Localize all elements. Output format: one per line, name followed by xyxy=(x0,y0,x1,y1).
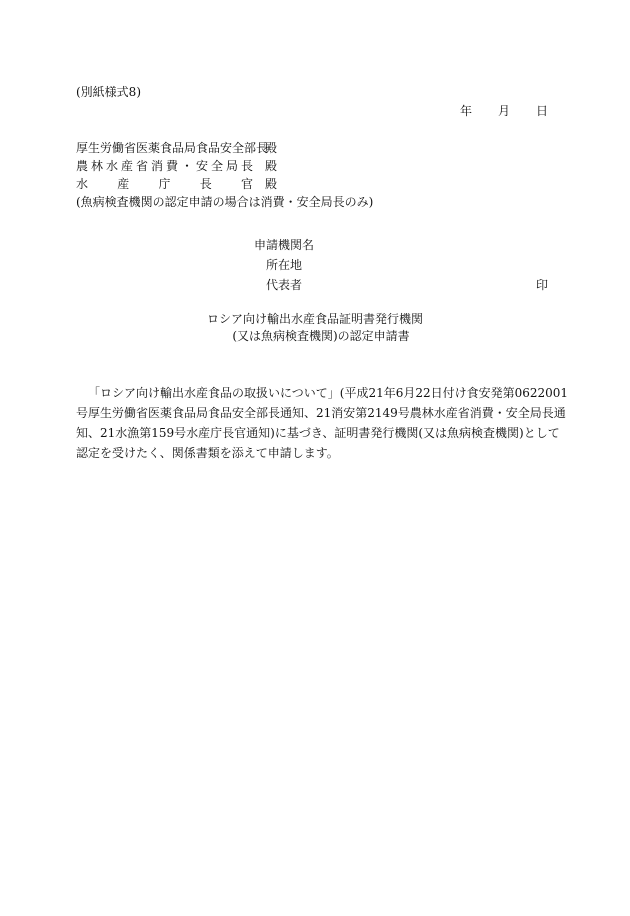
applicant-rep-label: 代表者 xyxy=(266,278,303,292)
body-line: 「ロシア向け輸出水産食品の取扱いについて」(平成21年6月22日付け食安発第0622001 xyxy=(88,386,569,400)
date-day-label: 日 xyxy=(535,104,548,118)
body-line: 号厚生労働省医薬食品局食品安全部長通知、21消安第2149号農林水産省消費・安全局長通 xyxy=(76,406,566,420)
addressee-name: 農林水産省消費・安全局長 xyxy=(76,159,253,173)
body-line: 認定を受けたく、関係書類を添えて申請します。 xyxy=(76,446,339,460)
date-month-label: 月 xyxy=(497,104,510,118)
body-paragraph xyxy=(76,383,569,463)
addressee-honorific: 殿 xyxy=(265,159,278,173)
addressee-name: 水産庁長官 xyxy=(76,177,253,191)
addressee-block xyxy=(76,139,373,211)
addressee-honorific: 殿 xyxy=(265,141,278,155)
applicant-block xyxy=(254,235,314,295)
addressee-honorific: 殿 xyxy=(265,177,278,191)
document-title xyxy=(0,311,630,345)
addressee-note: (魚病検査機関の認定申請の場合は消費・安全局長のみ) xyxy=(76,195,374,209)
applicant-org-label: 申請機関名 xyxy=(254,238,315,252)
addressee-line xyxy=(76,175,373,193)
addressee-line xyxy=(76,139,373,157)
body-line: 知、21水漁第159号水産庁長官通知)に基づき、証明書発行機関(又は魚病検査機関)として xyxy=(76,426,560,440)
addressee-line xyxy=(76,157,373,175)
title-line: ロシア向け輸出水産食品証明書発行機関 xyxy=(206,312,423,326)
date-line xyxy=(460,103,548,119)
addressee-name: 厚生労働省医薬食品局食品安全部長 xyxy=(76,141,269,155)
applicant-address-label: 所在地 xyxy=(266,258,303,272)
form-label: (別紙様式8) xyxy=(76,85,141,99)
seal-mark: 印 xyxy=(535,278,548,292)
date-year-label: 年 xyxy=(459,104,472,118)
title-line: (又は魚病検査機関)の認定申請書 xyxy=(232,329,410,343)
